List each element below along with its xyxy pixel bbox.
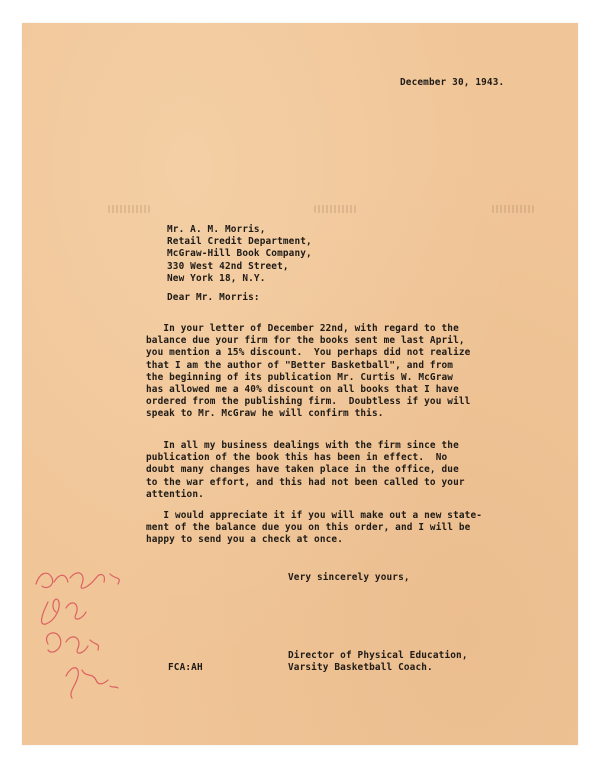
typist-initials: FCA:AH	[168, 662, 203, 673]
faint-bleedthrough-mark	[314, 205, 356, 213]
address-line: Retail Credit Department,	[167, 236, 312, 248]
body-line: doubt many changes have taken place in the office, due	[146, 464, 459, 476]
body-line: you mention a 15% discount. You perhaps did not realize	[146, 347, 471, 359]
body-line: has allowed me a 40% discount on all books that I have	[146, 384, 459, 396]
faint-bleedthrough-mark	[492, 205, 534, 213]
body-line: publication of the book this has been in effect. No	[146, 452, 448, 464]
signature-title-block	[288, 650, 468, 674]
address-line: Mr. A. M. Morris,	[167, 224, 266, 235]
pencil-scribble	[66, 668, 118, 698]
letter-date: December 30, 1943.	[400, 77, 505, 88]
body-line: to the war effort, and this had not been called to your	[146, 476, 465, 488]
address-line: McGraw-Hill Book Company,	[167, 248, 312, 260]
body-line: speak to Mr. McGraw he will confirm this.	[146, 408, 384, 420]
body-paragraph-1	[146, 323, 470, 421]
signature-title-line: Varsity Basketball Coach.	[288, 662, 433, 674]
address-line: New York 18, N.Y.	[167, 272, 266, 284]
address-line: 330 West 42nd Street,	[167, 260, 289, 272]
body-line: In all my business dealings with the firm since the	[146, 440, 459, 451]
body-line: that I am the author of "Better Basketball", and from	[146, 359, 454, 371]
body-line: ordered from the publishing firm. Doubtless if you will	[146, 396, 471, 408]
body-paragraph-3	[146, 510, 482, 547]
body-line: attention.	[146, 488, 204, 500]
body-paragraph-2	[146, 440, 465, 501]
recipient-address	[167, 224, 312, 285]
pencil-scribble	[36, 573, 119, 588]
body-line: I would appreciate it if you will make out a new state-	[146, 510, 483, 521]
pencil-scribble	[47, 633, 99, 653]
salutation: Dear Mr. Morris:	[167, 292, 260, 303]
body-line: balance due your firm for the books sent me last April,	[146, 335, 465, 347]
handwritten-pencil-notes	[26, 560, 136, 710]
pencil-scribble	[42, 599, 86, 624]
body-line: the beginning of its publication Mr. Curtis W. McGraw	[146, 371, 454, 383]
body-line: ment of the balance due you on this order, and I will be	[146, 522, 471, 534]
faint-bleedthrough-mark	[108, 205, 150, 213]
body-line: happy to send you a check at once.	[146, 534, 344, 546]
complimentary-closing: Very sincerely yours,	[288, 572, 410, 583]
signature-title-line: Director of Physical Education,	[288, 650, 468, 661]
body-line: In your letter of December 22nd, with regard to the	[146, 323, 459, 334]
